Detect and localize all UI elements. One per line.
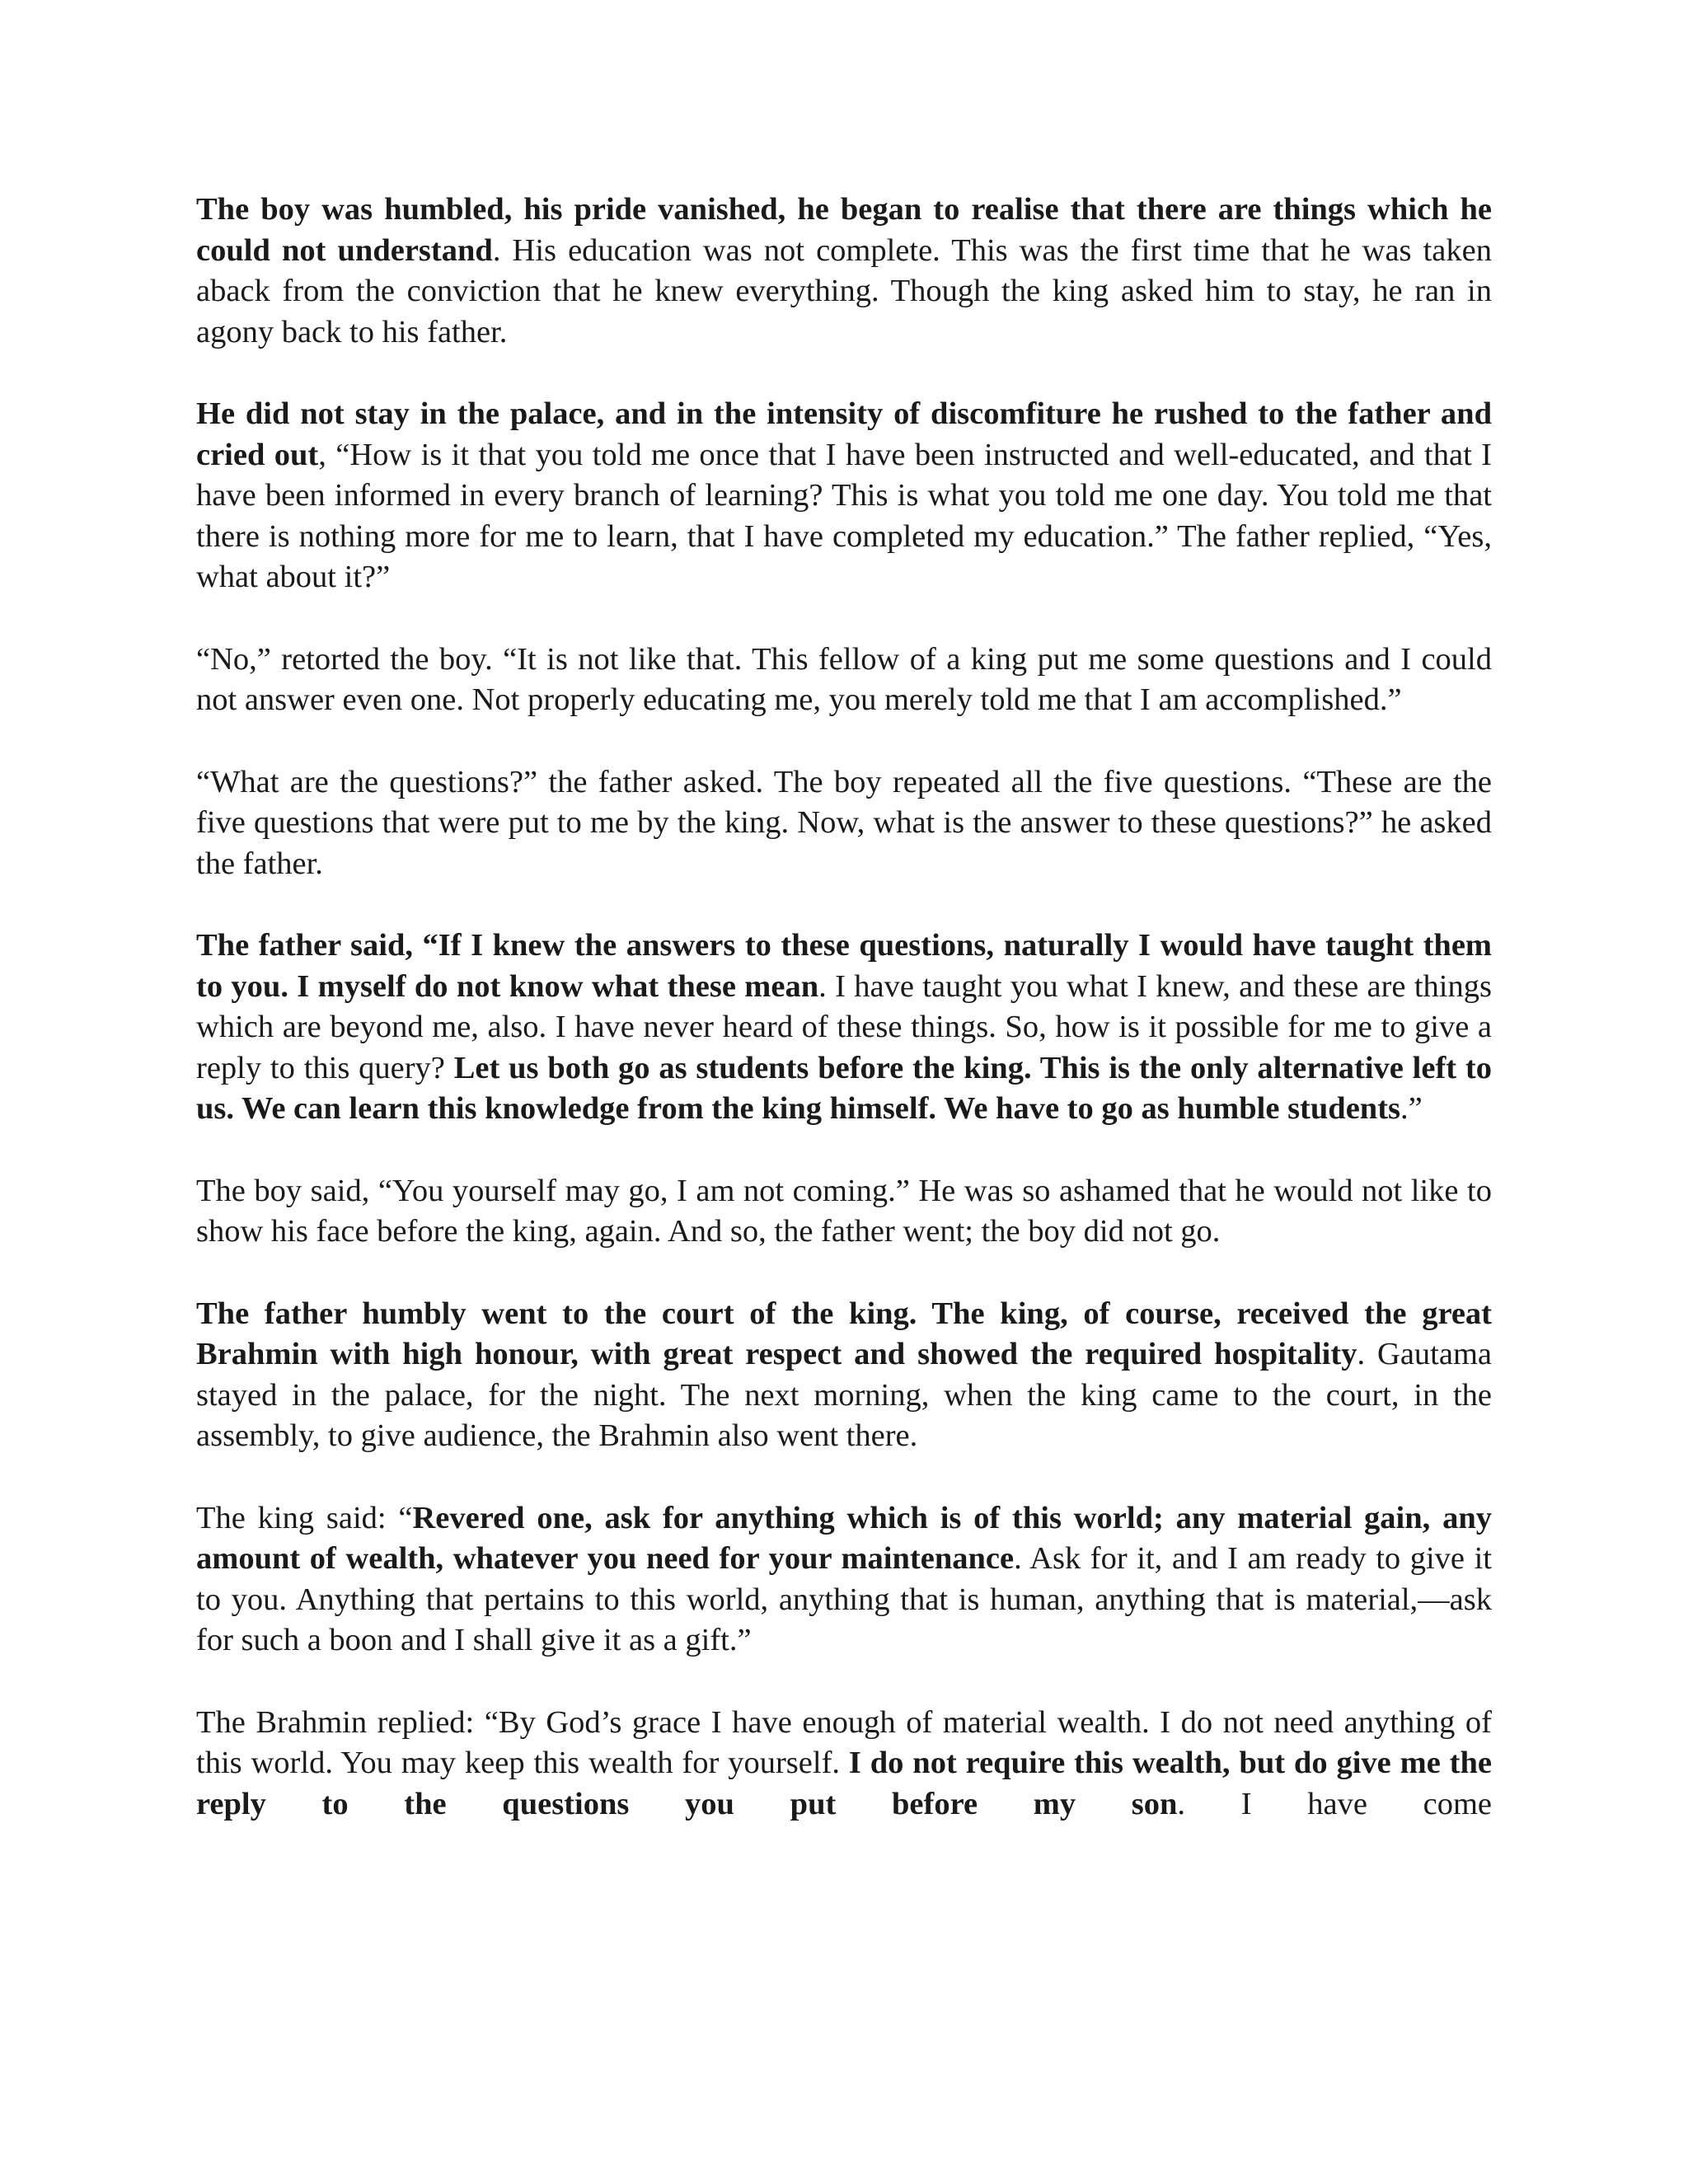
text-run: The father humbly went to the court of the king. The king, of course, received the great Brahmin with high honour, with great respect and showed the required hospitality xyxy=(196,1296,1492,1371)
document-page xyxy=(196,190,1492,1866)
paragraph-5 xyxy=(196,926,1492,1130)
text-run: “No,” retorted the boy. “It is not like that. This fellow of a king put me some questions and I could not answer even one. Not properly educating me, you merely told me that I am accomplished.” xyxy=(196,641,1492,717)
text-run: . His education was not complete. This was the first time that he was taken aback from the conviction that he knew everything. Though the king asked him to stay, he ran in agony back to his father. xyxy=(196,232,1492,349)
text-run: The Brahmin replied: “By God’s grace I have enough of material wealth. I do not need anything of this world. You may keep this wealth for yourself. xyxy=(196,1704,1492,1780)
text-run: I do not require this wealth, but do give me the reply to the questions you put before my son xyxy=(196,1746,1492,1821)
text-run: The king said: “ xyxy=(196,1500,413,1535)
text-run: . Gautama stayed in the palace, for the night. The next morning, when the king came to the court, in the assembly, to give audience, the Brahmin also went there. xyxy=(196,1337,1492,1453)
text-run: Let us both go as students before the king. This is the only alternative left to us. We can learn this knowledge from the king himself. We have to go as humble students xyxy=(196,1050,1492,1126)
text-run: “What are the questions?” the father asked. The boy repeated all the five questions. “These are the five questions that were put to me by the king. Now, what is the answer to these questions?” he asked the father. xyxy=(196,764,1492,881)
paragraph-2 xyxy=(196,394,1492,598)
paragraph-7 xyxy=(196,1294,1492,1457)
paragraph-8 xyxy=(196,1498,1492,1661)
paragraph-9 xyxy=(196,1703,1492,1825)
text-run: , “How is it that you told me once that I have been instructed and well-educated, and that I have been informed in every branch of learning? This is what you told me one day. You told me that there is nothing more for me to learn, that I have completed my education.” The father replied, “Yes, what about it?” xyxy=(196,437,1492,594)
text-run: . I have taught you what I knew, and these are things which are beyond me, also. I have never heard of these things. So, how is it possible for me to give a reply to this query? xyxy=(196,968,1492,1085)
text-run: He did not stay in the palace, and in the intensity of discomfiture he rushed to the father and cried out xyxy=(196,396,1492,472)
paragraph-6 xyxy=(196,1171,1492,1253)
text-run: The boy said, “You yourself may go, I am not coming.” He was so ashamed that he would not like to show his face before the king, again. And so, the father went; the boy did not go. xyxy=(196,1173,1492,1249)
text-run: . Ask for it, and I am ready to give it to you. Anything that pertains to this world, anything that is human, anything that is material,—ask for such a boon and I shall give it as a gift.” xyxy=(196,1541,1492,1657)
text-run: The father said, “If I knew the answers to these questions, naturally I would have taught them to you. I myself do not know what these mean xyxy=(196,928,1492,1004)
paragraph-4 xyxy=(196,762,1492,885)
paragraph-1 xyxy=(196,190,1492,353)
paragraph-3 xyxy=(196,640,1492,721)
text-run: The boy was humbled, his pride vanished, he began to realise that there are things which he could not understand xyxy=(196,192,1492,268)
text-run: .” xyxy=(1400,1091,1423,1126)
text-run: . I have come xyxy=(1177,1786,1492,1821)
text-run: Revered one, ask for anything which is of this world; any material gain, any amount of wealth, whatever you need for your maintenance xyxy=(196,1500,1492,1576)
